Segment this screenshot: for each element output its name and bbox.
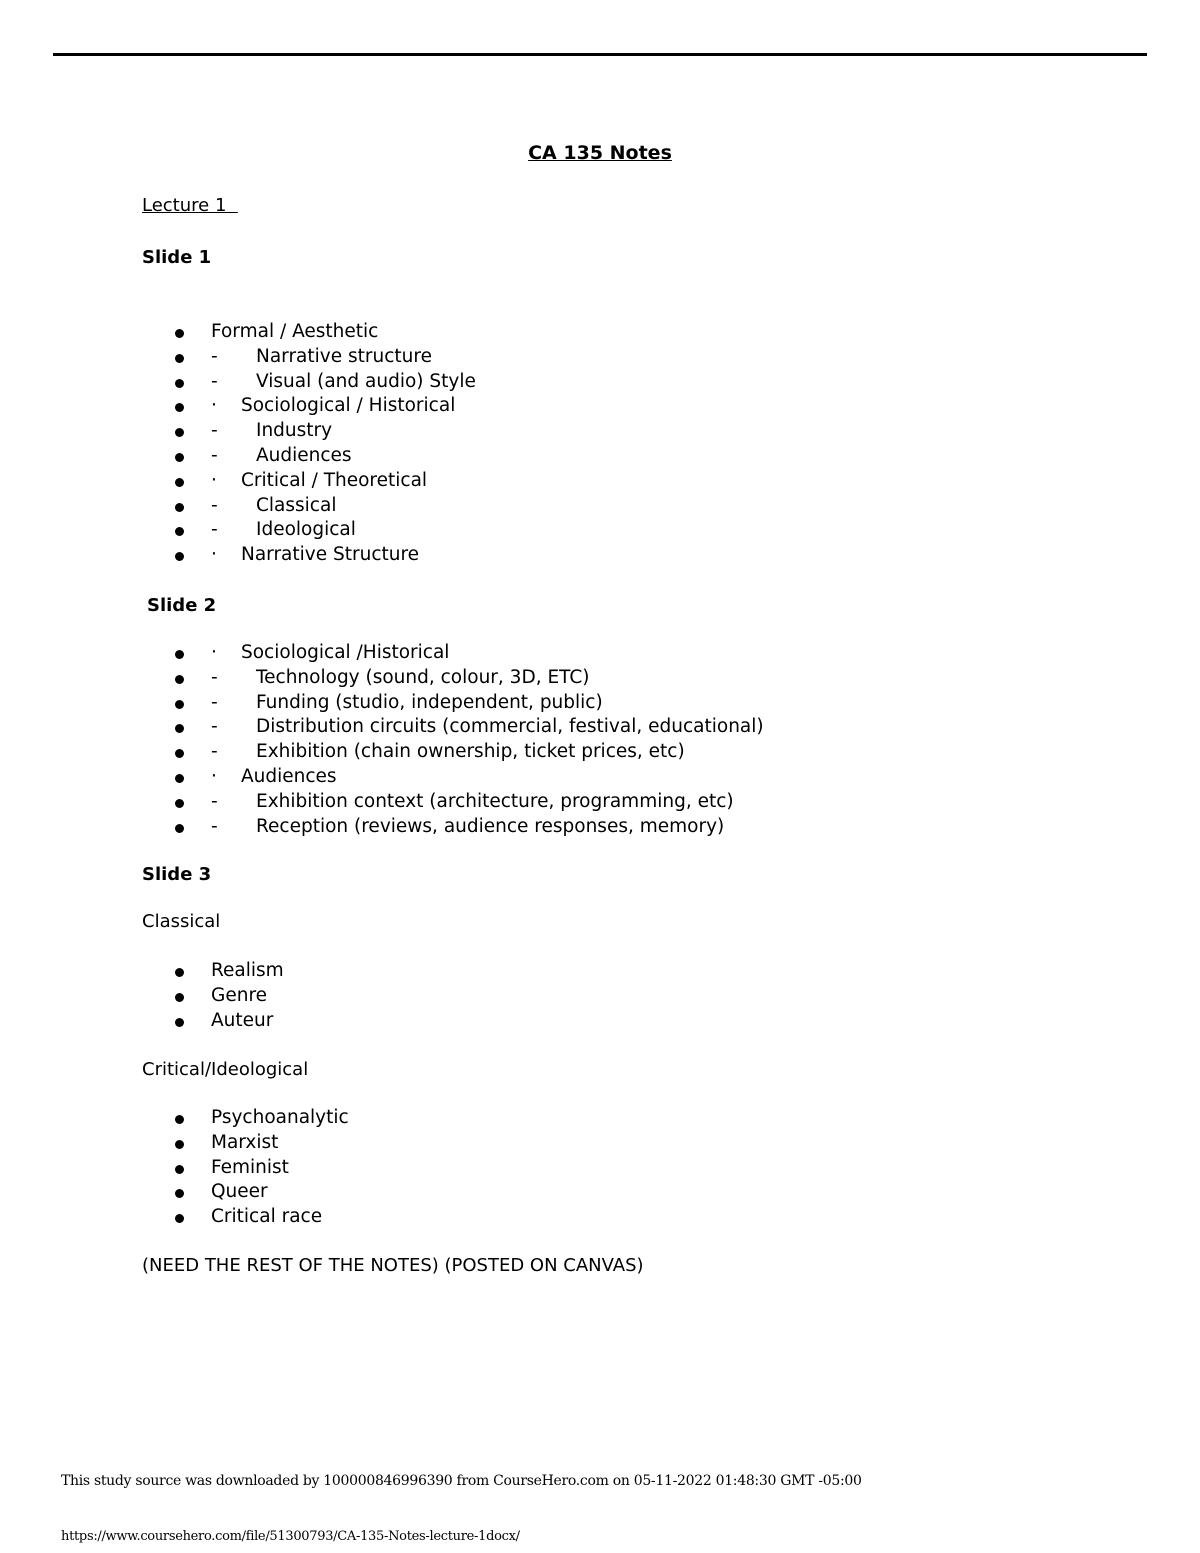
bullet-icon bbox=[175, 824, 184, 833]
bullet-icon bbox=[175, 1214, 184, 1223]
bullet-icon bbox=[175, 1115, 184, 1124]
lecture-label: Lecture 1 bbox=[142, 195, 238, 216]
bullet-icon bbox=[175, 993, 184, 1002]
bullet-icon bbox=[175, 1018, 184, 1027]
bullet-icon bbox=[175, 749, 184, 758]
bullet-icon bbox=[175, 1189, 184, 1198]
slide1-heading: Slide 1 bbox=[142, 247, 212, 268]
critical-label: Critical/Ideological bbox=[142, 1059, 309, 1080]
closing-note: (NEED THE REST OF THE NOTES) (POSTED ON CANVAS) bbox=[142, 1255, 644, 1276]
bullet-icon bbox=[175, 724, 184, 733]
bullet-icon bbox=[175, 527, 184, 536]
bullet-icon bbox=[175, 478, 184, 487]
bullet-icon bbox=[175, 403, 184, 412]
bullet-icon bbox=[175, 552, 184, 561]
footer-source-text: This study source was downloaded by 100000846996390 from CourseHero.com on 05-11-2022 01:48:30 GMT -05:00 bbox=[61, 1473, 862, 1489]
top-rule bbox=[53, 53, 1147, 56]
bullet-icon bbox=[175, 650, 184, 659]
slide2-heading: Slide 2 bbox=[147, 595, 217, 616]
classical-label: Classical bbox=[142, 911, 221, 932]
bullet-icon bbox=[175, 968, 184, 977]
footer-url[interactable]: https://www.coursehero.com/file/51300793/CA-135-Notes-lecture-1docx/ bbox=[61, 1529, 520, 1544]
bullet-icon bbox=[175, 503, 184, 512]
bullet-icon bbox=[175, 329, 184, 338]
bullet-icon bbox=[175, 1140, 184, 1149]
bullet-icon bbox=[175, 428, 184, 437]
bullet-icon bbox=[175, 700, 184, 709]
slide3-heading: Slide 3 bbox=[142, 864, 212, 885]
bullet-icon bbox=[175, 675, 184, 684]
bullet-icon bbox=[175, 453, 184, 462]
document-title: CA 135 Notes bbox=[528, 142, 672, 164]
bullet-icon bbox=[175, 774, 184, 783]
bullet-icon bbox=[175, 379, 184, 388]
bullet-icon bbox=[175, 1165, 184, 1174]
bullet-icon bbox=[175, 354, 184, 363]
bullet-icon bbox=[175, 799, 184, 808]
